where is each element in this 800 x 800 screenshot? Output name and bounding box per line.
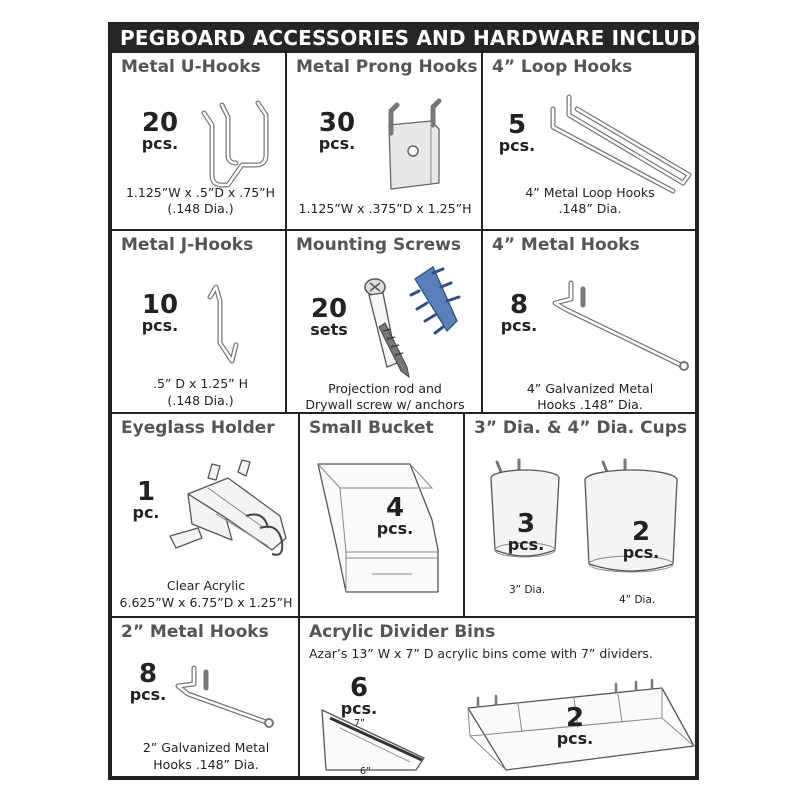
quantity: [307, 108, 367, 153]
caption-line-2: 6.625”W x 6.75”D x 1.25”H: [119, 595, 293, 610]
panel-acrylic-divider-bins: [298, 616, 697, 778]
large-cup-label: 4” Dia.: [619, 594, 656, 606]
quantity: [130, 290, 190, 335]
divider-icon: [310, 708, 436, 778]
quantity-bins: [540, 703, 610, 748]
quantity-unit: sets: [310, 319, 348, 339]
quantity-unit: pcs.: [498, 135, 536, 155]
quantity-unit: pcs.: [340, 698, 378, 718]
quantity-number: 5: [507, 110, 527, 140]
caption-line-2: Hooks .148” Dia.: [153, 757, 259, 772]
quantity-unit: pcs.: [318, 133, 356, 153]
quantity-unit: pcs.: [500, 315, 538, 335]
caption-line-1: 4” Galvanized Metal: [526, 381, 654, 396]
panel-title: 2” Metal Hooks: [121, 622, 269, 642]
panel-small-bucket: [298, 412, 465, 618]
dimension-top: 7”: [354, 718, 365, 729]
panel-title: Metal Prong Hooks: [296, 57, 478, 77]
panel-cups: [463, 412, 697, 618]
quantity: [499, 290, 539, 335]
panel-title: Acrylic Divider Bins: [309, 622, 496, 642]
caption-line-2: (.148 Dia.): [167, 201, 234, 216]
loop-hook-icon: [539, 93, 697, 193]
caption-line-1: 1.125”W x .5”D x .75”H: [125, 185, 276, 200]
caption-line-1: 4” Metal Loop Hooks: [525, 185, 655, 200]
j-hook-icon: [202, 283, 252, 373]
screw-and-anchor-icon: [349, 259, 479, 379]
quantity: [126, 477, 166, 522]
panel-4in-metal-hooks: [481, 229, 697, 414]
quantity-small-cup: [501, 509, 551, 554]
caption-line-2: Hooks .148” Dia.: [537, 397, 643, 412]
quantity-unit: pcs.: [376, 518, 414, 538]
prong-hook-icon: [379, 101, 459, 201]
quantity-number: 8: [138, 659, 158, 689]
quantity: [130, 108, 190, 153]
quantity: [370, 493, 420, 538]
panel-eyeglass-holder: [110, 412, 300, 618]
metal-hook-icon: [170, 664, 280, 734]
caption-line-1: 2” Galvanized Metal: [142, 740, 270, 755]
caption-line-2: (.148 Dia.): [167, 393, 234, 408]
quantity-unit: pcs.: [556, 728, 594, 748]
quantity-unit: pcs.: [622, 542, 660, 562]
quantity: [128, 659, 168, 704]
panel-j-hooks: [110, 229, 287, 414]
quantity-unit: pcs.: [129, 684, 167, 704]
quantity-number: 2: [565, 703, 585, 733]
panel-prong-hooks: [285, 51, 483, 231]
quantity-number: 8: [509, 290, 529, 320]
caption-line-2: Drywall screw w/ anchors: [305, 397, 465, 412]
panel-title: 3” Dia. & 4” Dia. Cups: [474, 418, 688, 438]
caption-line-1: Projection rod and: [328, 381, 442, 396]
caption-line-1: Clear Acrylic: [166, 578, 246, 593]
small-cup-label: 3” Dia.: [509, 584, 546, 596]
quantity-number: 20: [310, 294, 348, 324]
panel-title: Mounting Screws: [296, 235, 462, 255]
quantity-number: 10: [141, 290, 179, 320]
quantity-number: 4: [385, 493, 405, 523]
panel-2in-metal-hooks: [110, 616, 300, 778]
eyeglass-holder-icon: [168, 458, 298, 568]
dimension-bottom: 6”: [360, 766, 371, 777]
quantity-number: 30: [318, 108, 356, 138]
quantity-number: 6: [349, 673, 369, 703]
panel-title: 4” Loop Hooks: [492, 57, 633, 77]
accessories-sheet: [108, 22, 728, 780]
panel-title: 4” Metal Hooks: [492, 235, 640, 255]
panel-title: Metal U-Hooks: [121, 57, 261, 77]
panel-mounting-screws: [285, 229, 483, 414]
quantity-number: 2: [631, 517, 651, 547]
panel-loop-hooks: [481, 51, 697, 231]
quantity-large-cup: [611, 517, 671, 562]
quantity-unit: pc.: [132, 502, 160, 522]
quantity-unit: pcs.: [141, 133, 179, 153]
panel-title: Metal J-Hooks: [121, 235, 254, 255]
quantity-number: 3: [516, 509, 536, 539]
quantity: [497, 110, 537, 155]
panel-subtitle: Azar’s 13” W x 7” D acrylic bins come with 7” dividers.: [309, 646, 653, 661]
banner-title: PEGBOARD ACCESSORIES AND HARDWARE INCLUDED: [110, 24, 697, 53]
quantity-number: 20: [141, 108, 179, 138]
quantity-unit: pcs.: [507, 534, 545, 554]
metal-hook-icon: [543, 279, 693, 379]
caption-line-2: .148” Dia.: [558, 201, 622, 216]
u-hook-icon: [192, 93, 282, 193]
panel-title: Small Bucket: [309, 418, 434, 438]
panel-u-hooks: [110, 51, 287, 231]
caption-line-1: .5” D x 1.25” H: [152, 376, 249, 391]
caption-line-1: 1.125”W x .375”D x 1.25”H: [298, 201, 472, 216]
quantity-unit: pcs.: [141, 315, 179, 335]
panel-title: Eyeglass Holder: [121, 418, 275, 438]
quantity-number: 1: [136, 477, 156, 507]
